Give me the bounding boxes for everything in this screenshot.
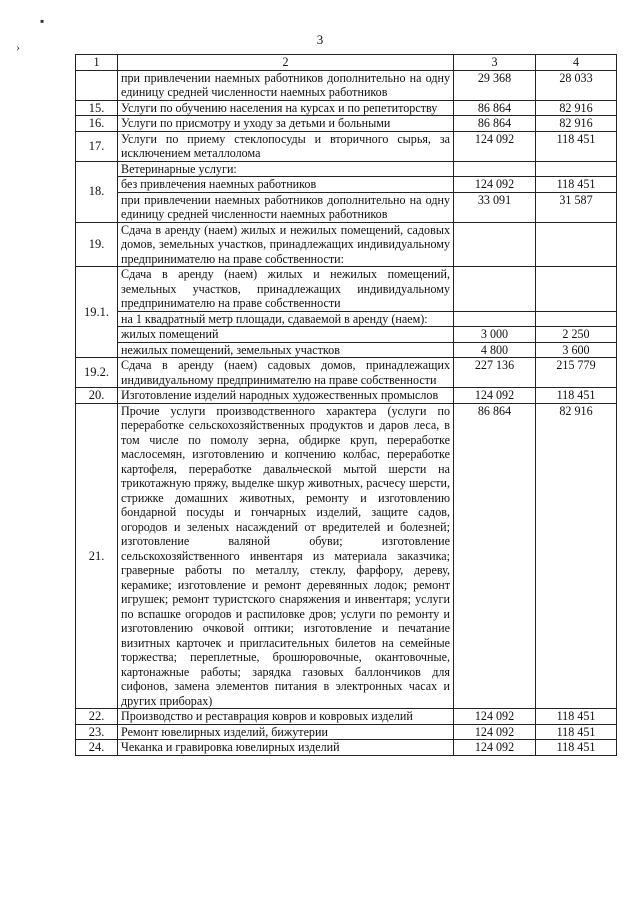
table-row (76, 267, 617, 312)
table-row (76, 100, 617, 116)
column-header: 1 (76, 55, 118, 71)
row-text: Прочие услуги производственного характера (услуги по переработке сельскохозяйственных продуктов и даров леса, в том числе по помолу зерна, обдирке круп, переработке маслосемян, изготовлению и копчению колбас, переработке картофеля, переработке давальческой мытой шерсти на трикотажную пряжу, выделке шкур животных, расчесу шерсти, стрижке домашних животных, ремонту и изготовлению бондарной посуды и гончарных изделий, защите садов, огородов и зеленых насаждений от вредителей и болезней; изготовление валяной обуви; изготовление сельскохозяйственного инвентаря из материала заказчика; граверные работы по металлу, стеклу, фарфору, дереву, керамике; изготовление и ремонт деревянных лодок; ремонт игрушек; ремонт туристского снаряжения и инвентаря; услуги по вспашке огородов и распиловке дров; услуги по ремонту и изготовлению очковой оптики; изготовление и печатание визитных карточек и пригласительных билетов на семейные торжества; переплетные, брошюровочные, окантовочные, картонажные работы; зарядка газовых баллончиков для сифонов, замена элементов питания в электронных часах и других приборах) (118, 403, 454, 709)
table-row (76, 403, 617, 709)
table-row (76, 222, 617, 267)
value-col4: 118 451 (536, 740, 617, 756)
row-number: 20. (76, 388, 118, 404)
column-header: 2 (118, 55, 454, 71)
row-number: 22. (76, 709, 118, 725)
row-number (76, 70, 118, 100)
value-col4: 215 779 (536, 358, 617, 388)
value-col3: 86 864 (454, 100, 536, 116)
row-text: Сдача в аренду (наем) садовых домов, принадлежащих индивидуальному предпринимателю на праве собственности (118, 358, 454, 388)
table-row (76, 724, 617, 740)
page-number: 3 (316, 32, 324, 47)
value-col4: 118 451 (536, 388, 617, 404)
value-col4 (536, 311, 617, 327)
row-text: Чеканка и гравировка ювелирных изделий (118, 740, 454, 756)
value-col3 (454, 161, 536, 177)
row-text: жилых помещений (118, 327, 454, 343)
value-col4 (536, 222, 617, 267)
value-col4 (536, 267, 617, 312)
value-col3: 3 000 (454, 327, 536, 343)
value-col4: 118 451 (536, 724, 617, 740)
value-col3: 4 800 (454, 342, 536, 358)
value-col4: 118 451 (536, 177, 617, 193)
value-col4 (536, 161, 617, 177)
row-number: 15. (76, 100, 118, 116)
row-text: Ремонт ювелирных изделий, бижутерии (118, 724, 454, 740)
row-text: на 1 квадратный метр площади, сдаваемой в аренду (наем): (118, 311, 454, 327)
row-number: 19. (76, 222, 118, 267)
row-number: 23. (76, 724, 118, 740)
value-col4: 2 250 (536, 327, 617, 343)
column-header: 4 (536, 55, 617, 71)
row-text: при привлечении наемных работников дополнительно на одну единицу средней численности наемных работников (118, 192, 454, 222)
table-row (76, 116, 617, 132)
tariff-table (75, 54, 617, 756)
scan-mark: › (16, 40, 20, 54)
value-col3 (454, 222, 536, 267)
value-col3 (454, 311, 536, 327)
row-text: Услуги по обучению населения на курсах и по репетиторству (118, 100, 454, 116)
row-number: 18. (76, 161, 118, 222)
row-number: 16. (76, 116, 118, 132)
value-col4: 118 451 (536, 131, 617, 161)
row-number: 19.1. (76, 267, 118, 358)
row-number: 17. (76, 131, 118, 161)
table-row (76, 740, 617, 756)
value-col4: 82 916 (536, 100, 617, 116)
value-col3: 227 136 (454, 358, 536, 388)
table-header-row (76, 55, 617, 71)
row-text: Услуги по приему стеклопосуды и вторичного сырья, за исключением металлолома (118, 131, 454, 161)
row-text: нежилых помещений, земельных участков (118, 342, 454, 358)
value-col4: 82 916 (536, 116, 617, 132)
row-text: Изготовление изделий народных художественных промыслов (118, 388, 454, 404)
value-col3: 124 092 (454, 724, 536, 740)
row-text: при привлечении наемных работников дополнительно на одну единицу средней численности наемных работников (118, 70, 454, 100)
table-row (76, 342, 617, 358)
value-col3: 124 092 (454, 740, 536, 756)
value-col3: 124 092 (454, 177, 536, 193)
table-row (76, 388, 617, 404)
table-row (76, 709, 617, 725)
value-col4: 3 600 (536, 342, 617, 358)
value-col4: 82 916 (536, 403, 617, 709)
scan-mark: ▪ (40, 14, 45, 28)
row-number: 24. (76, 740, 118, 756)
value-col3: 124 092 (454, 131, 536, 161)
value-col3: 124 092 (454, 388, 536, 404)
table-row (76, 161, 617, 177)
value-col4: 28 033 (536, 70, 617, 100)
table-row (76, 131, 617, 161)
row-number: 21. (76, 403, 118, 709)
value-col3 (454, 267, 536, 312)
value-col3: 124 092 (454, 709, 536, 725)
row-text: без привлечения наемных работников (118, 177, 454, 193)
table-row (76, 192, 617, 222)
value-col4: 118 451 (536, 709, 617, 725)
row-text: Сдача в аренду (наем) жилых и нежилых помещений, земельных участков, принадлежащих индивидуальному предпринимателю на праве собственности (118, 267, 454, 312)
value-col3: 86 864 (454, 403, 536, 709)
table-row (76, 311, 617, 327)
table-row (76, 358, 617, 388)
row-text: Сдача в аренду (наем) жилых и нежилых помещений, садовых домов, земельных участков, принадлежащих индивидуальному предпринимателю на праве собственности: (118, 222, 454, 267)
value-col4: 31 587 (536, 192, 617, 222)
value-col3: 29 368 (454, 70, 536, 100)
value-col3: 33 091 (454, 192, 536, 222)
table-row (76, 70, 617, 100)
row-number: 19.2. (76, 358, 118, 388)
value-col3: 86 864 (454, 116, 536, 132)
row-text: Услуги по присмотру и уходу за детьми и больными (118, 116, 454, 132)
row-text: Ветеринарные услуги: (118, 161, 454, 177)
table-row (76, 327, 617, 343)
row-text: Производство и реставрация ковров и ковровых изделий (118, 709, 454, 725)
column-header: 3 (454, 55, 536, 71)
table-row (76, 177, 617, 193)
